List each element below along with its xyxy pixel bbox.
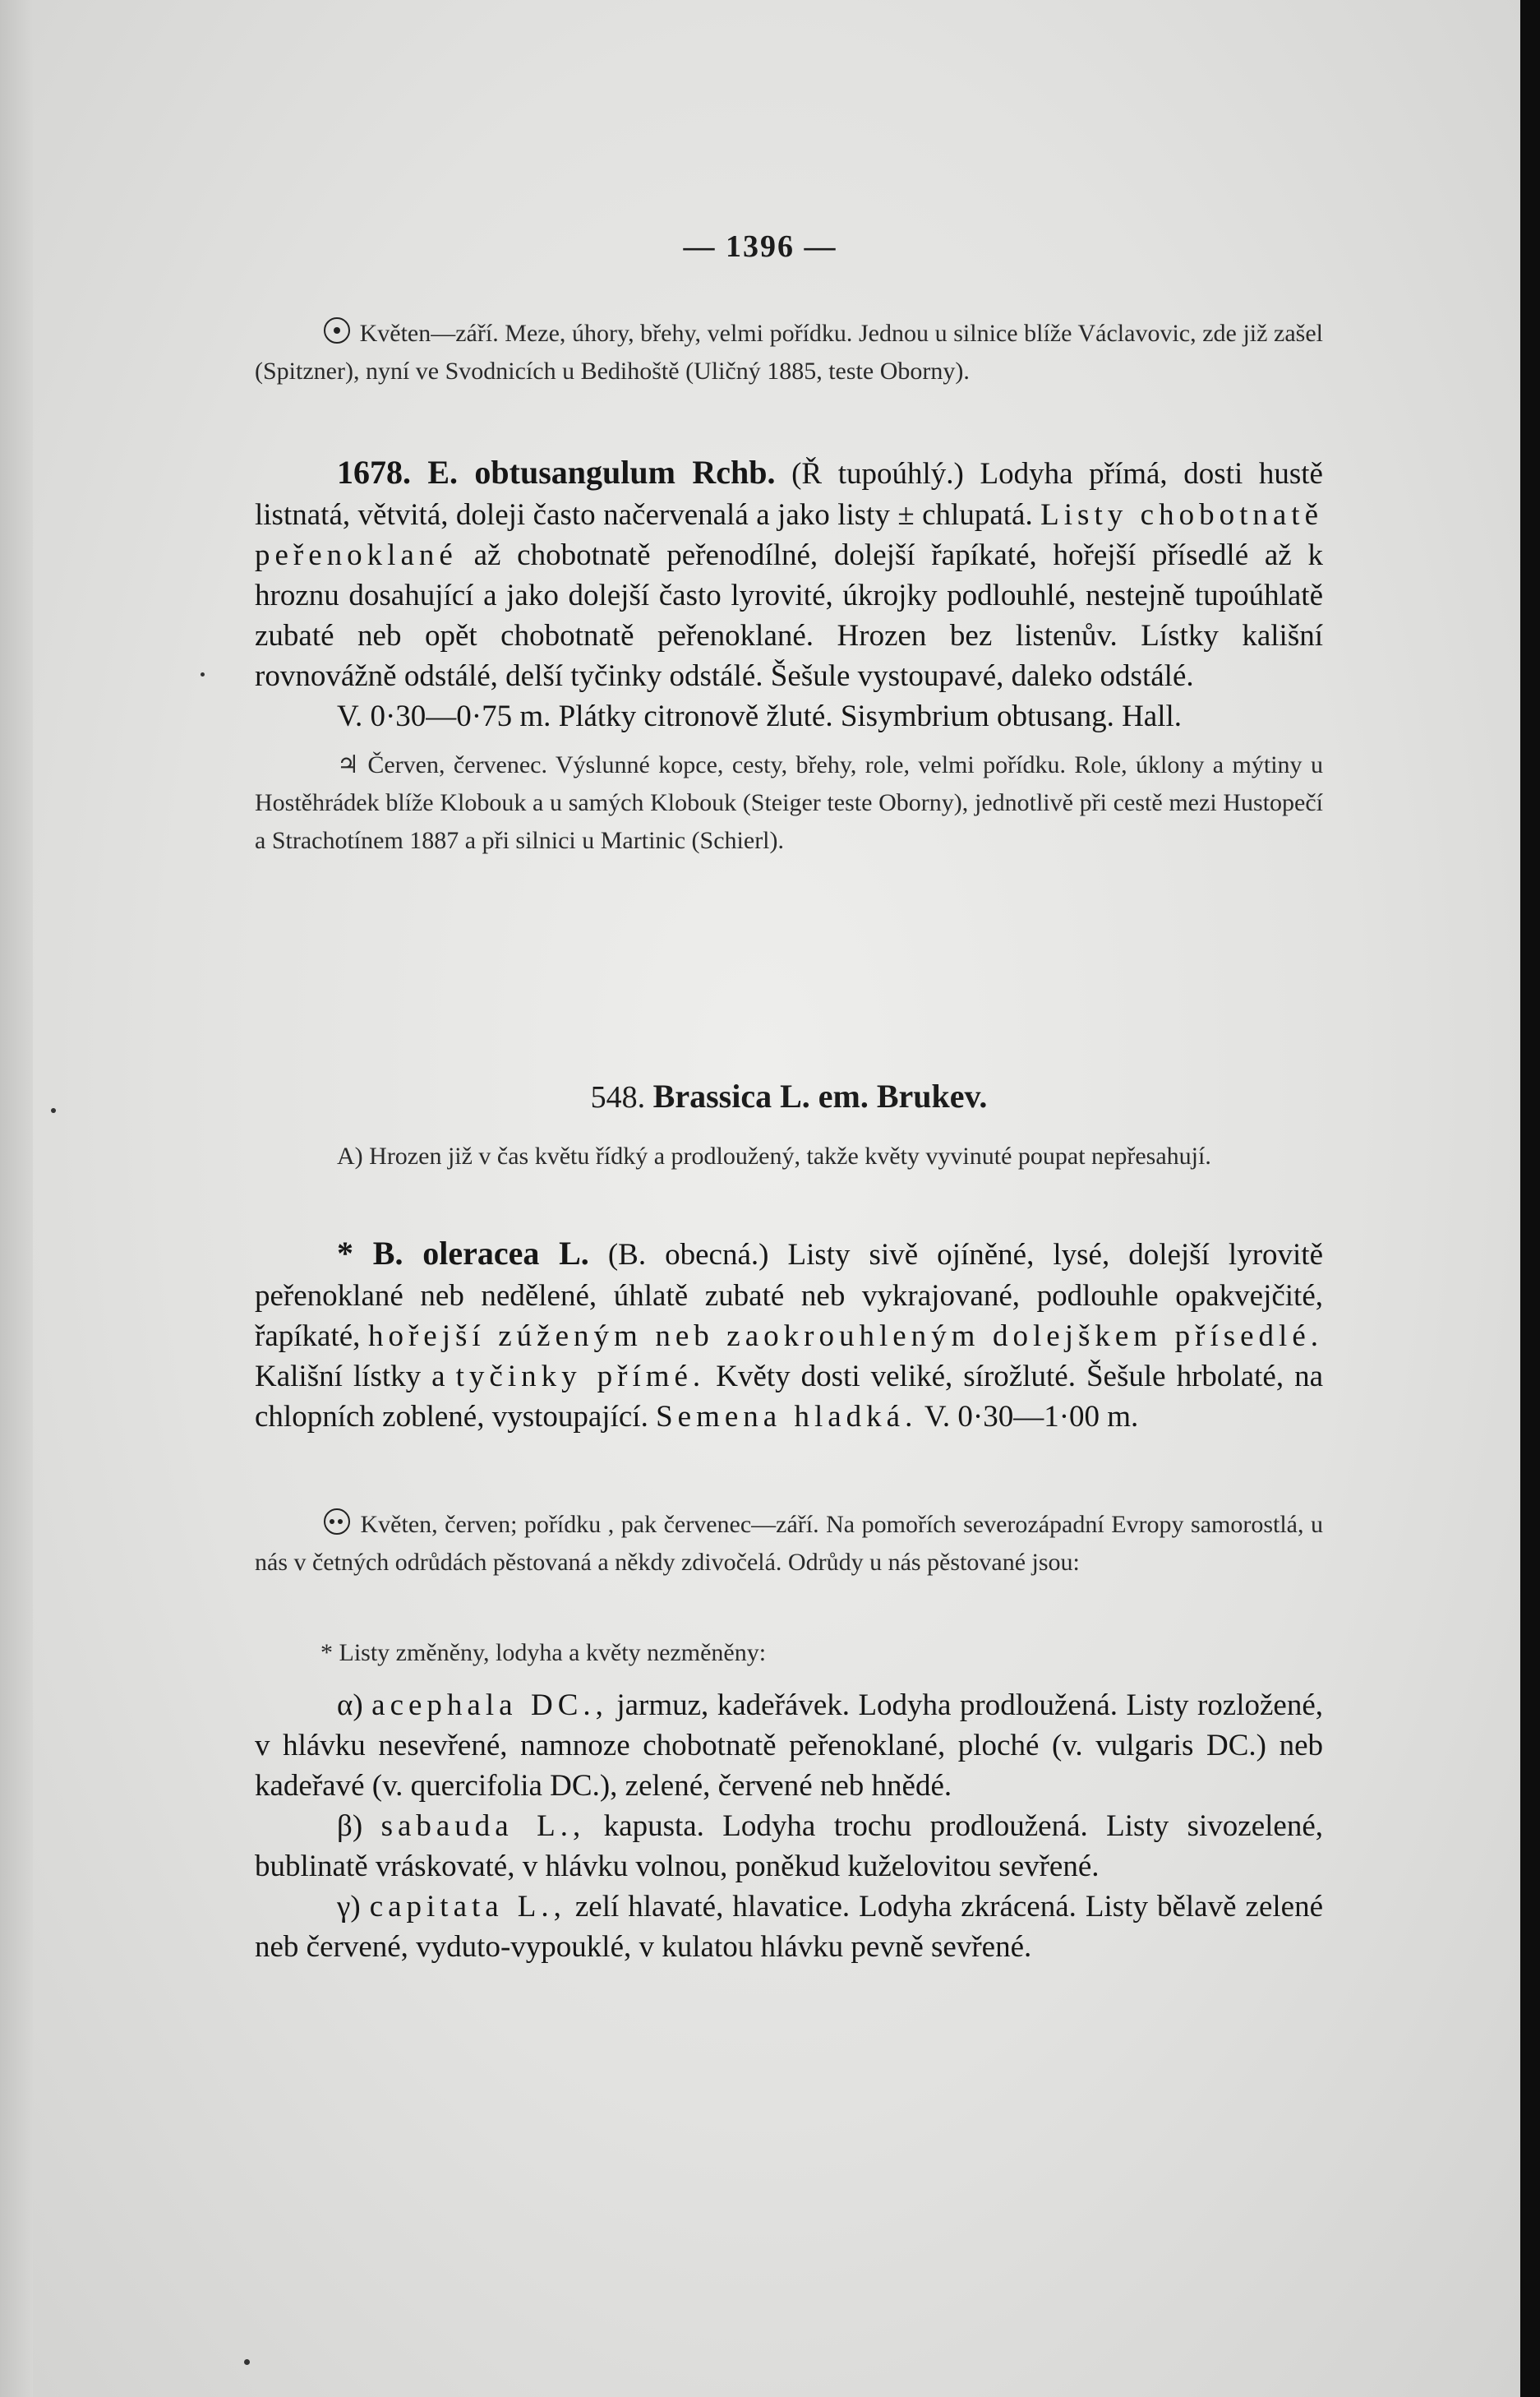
scan-speck <box>201 672 205 677</box>
variety-alpha: α) acephala DC., jarmuz, kadeřávek. Lodyha prodloužená. Listy rozložené, v hlávku nesevřené, namnoze chobotnatě peřenoklané, ploché (v. vulgaris DC.) neb kadeřavé (v. quercifolia DC.), zelené, červené neb hnědé. <box>255 1688 1323 1803</box>
annual-symbol-icon <box>324 317 350 344</box>
scan-speck <box>244 2359 250 2365</box>
variety-gamma: γ) capitata L., zelí hlavaté, hlavatice. Lodyha zkrácená. Listy bělavě zelené neb červené, vyduto-vypouklé, v kulatou hlávku pevně sevřené. <box>255 1890 1323 1964</box>
oleracea-habitat: Květen, červen; pořídku , pak červenec—září. Na pomořích severozápadní Evropy samorostlá, u nás v četných odrůdách pěstovaná a někdy zdivočelá. Odrůdy u nás pěstované jsou: <box>255 1506 1323 1582</box>
genus-heading: 548. Brassica L. em. Brukev. <box>590 1078 988 1115</box>
variety-beta: β) sabauda L., kapusta. Lodyha trochu prodloužená. Listy sivozelené, bublinatě vráskovaté, v hlávku volnou, poněkud kuželovitou sevřené. <box>255 1809 1324 1883</box>
scan-shadow <box>0 0 33 2397</box>
intro-paragraph: Květen—září. Meze, úhory, břehy, velmi pořídku. Jednou u silnice blíže Václavovic, zde již zašel (Spitzner), nyní ve Svodnicích u Bedihoště (Uličný 1885, teste Oborny). <box>255 315 1323 390</box>
group-a: A) Hrozen již v čas květu řídký a prodloužený, takže květy vyvinuté poupat nepřesahují. <box>337 1143 1211 1170</box>
species-heading: * B. oleracea L. <box>337 1235 589 1272</box>
species-entry-1678: 1678. E. obtusangulum Rchb. (Ř tupoúhlý.) Lodyha přímá, dosti hustě listnatá, větvitá, doleji často načervenalá a jako listy ± chlupatá. Listy chobotnatě peřenoklané až chobotnatě peřenodílné, dolejší řapíkaté, hořejší přísedlé až k hroznu dosahující a jako dolejší často lyrovité, úkrojky podlouhlé, nestejně tupoúhlatě zubaté neb opět chobotnatě peřenoklané. Hrozen bez listenův. Lístky kališní rovnovážně odstálé, delší tyčinky odstálé. Šešule vystoupavé, daleko odstálé. V. 0·30—0·75 m. Plátky citronově žluté. Sisymbrium obtusang. Hall. ♃ Červen, červenec. Výslunné kopce, cesty, břehy, role, velmi pořídku. Role, úklony a mýtiny u Hostěhrádek blíže Klobouk a u samých Klobouk (Steiger teste Oborny), jednotlivě při cestě mezi Hustopečí a Strachotínem 1887 a při silnici u Martinic (Schierl). <box>255 450 1323 860</box>
species-heading: 1678. E. obtusangulum Rchb. <box>337 454 776 491</box>
species-habitat: ♃ Červen, červenec. Výslunné kopce, cesty, břehy, role, velmi pořídku. Role, úklony a mýtiny u Hostěhrádek blíže Klobouk a u samých Klobouk (Steiger teste Oborny), jednotlivě při cestě mezi Hustopečí a Strachotínem 1887 a při silnici u Martinic (Schierl). <box>255 751 1323 854</box>
species-measure: V. 0·30—0·75 m. Plátky citronově žluté. Sisymbrium obtusang. Hall. <box>337 700 1183 733</box>
scan-speck <box>51 1108 56 1113</box>
scan-edge <box>1520 0 1540 2397</box>
varieties <box>255 1685 1323 1967</box>
biennial-symbol-icon <box>324 1508 350 1535</box>
page-number: — 1396 — <box>683 229 837 264</box>
species-oleracea: * B. oleracea L. (B. obecná.) Listy sivě ojíněné, lysé, dolejší lyrovitě peřenoklané neb nedělené, úhlatě zubaté neb vykrajované, podlouhle opakvejčité, řapíkaté, hořejší zúženým neb zaokrouhleným dolejškem přísedlé. Kališní lístky a tyčinky přímé. Květy dosti veliké, sírožluté. Šešule hrbolaté, na chlopních zoblené, vystoupající. Semena hladká. V. 0·30—1·00 m. <box>255 1235 1324 1434</box>
subgroup: * Listy změněny, lodyha a květy nezměněny: <box>320 1639 767 1666</box>
